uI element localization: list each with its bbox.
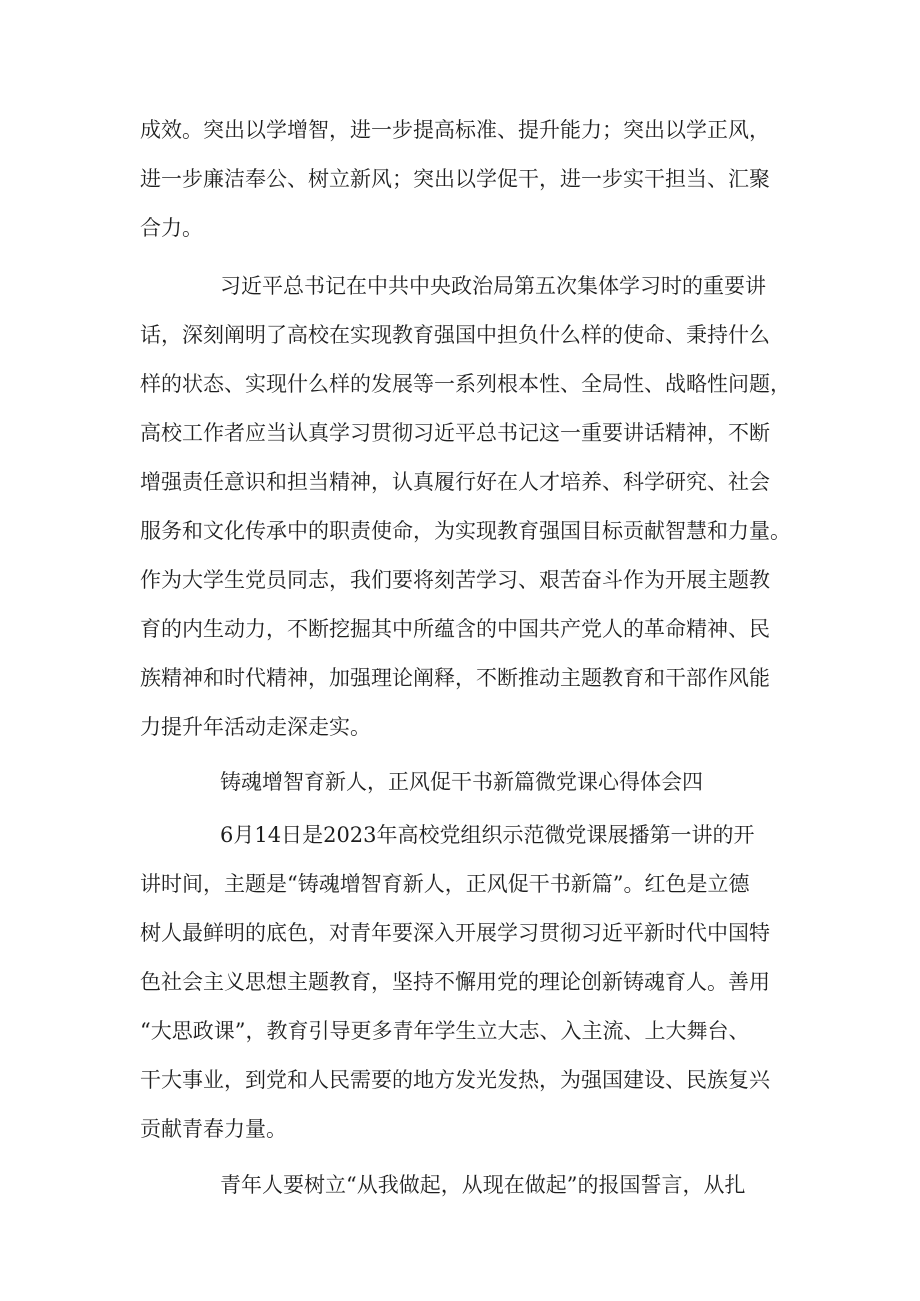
paragraph-line: 力提升年活动走深走实。 — [140, 715, 371, 739]
paragraph-line: 树人最鲜明的底色，对青年要深入开展学习贯彻习近平新时代中国特 — [140, 921, 770, 945]
paragraph-line: 增强责任意识和担当精神，认真履行好在人才培养、科学研究、社会 — [140, 470, 770, 494]
paragraph-line: 贡献青春力量。 — [140, 1117, 287, 1141]
paragraph-line: “大思政课”，教育引导更多青年学生立大志、入主流、上大舞台、 — [140, 1019, 750, 1043]
paragraph-line: 合力。 — [140, 216, 203, 240]
paragraph-line: 话，深刻阐明了高校在实现教育强国中担负什么样的使命、秉持什么 — [140, 323, 770, 347]
paragraph-line: 6月14日是2023年高校党组织示范微党课展播第一讲的开 — [220, 823, 755, 847]
paragraph-line: 族精神和时代精神，加强理论阐释，不断推动主题教育和干部作风能 — [140, 666, 770, 690]
paragraph-line: 青年人要树立“从我做起，从现在做起”的报国誓言，从扎 — [220, 1173, 746, 1197]
paragraph-line: 服务和文化传承中的职责使命，为实现教育强国目标贡献智慧和力量。 — [140, 519, 791, 543]
paragraph-line: 习近平总书记在中共中央政治局第五次集体学习时的重要讲 — [220, 274, 766, 298]
paragraph-line: 成效。突出以学增智，进一步提高标准、提升能力；突出以学正风， — [140, 118, 770, 142]
paragraph-line: 高校工作者应当认真学习贯彻习近平总书记这一重要讲话精神，不断 — [140, 421, 770, 445]
paragraph-line: 样的状态、实现什么样的发展等一系列根本性、全局性、战略性问题， — [140, 372, 791, 396]
paragraph-line: 育的内生动力，不断挖掘其中所蕴含的中国共产党人的革命精神、民 — [140, 617, 770, 641]
section-title: 铸魂增智育新人，正风促干书新篇微党课心得体会四 — [220, 770, 703, 794]
paragraph-line: 讲时间，主题是“铸魂增智育新人，正风促干书新篇”。红色是立德 — [140, 872, 750, 896]
paragraph-line: 进一步廉洁奉公、树立新风；突出以学促干，进一步实干担当、汇聚 — [140, 167, 770, 191]
paragraph-line: 作为大学生党员同志，我们要将刻苦学习、艰苦奋斗作为开展主题教 — [140, 568, 770, 592]
paragraph-line: 色社会主义思想主题教育，坚持不懈用党的理论创新铸魂育人。善用 — [140, 970, 770, 994]
paragraph-line: 干大事业，到党和人民需要的地方发光发热，为强国建设、民族复兴 — [140, 1068, 770, 1092]
